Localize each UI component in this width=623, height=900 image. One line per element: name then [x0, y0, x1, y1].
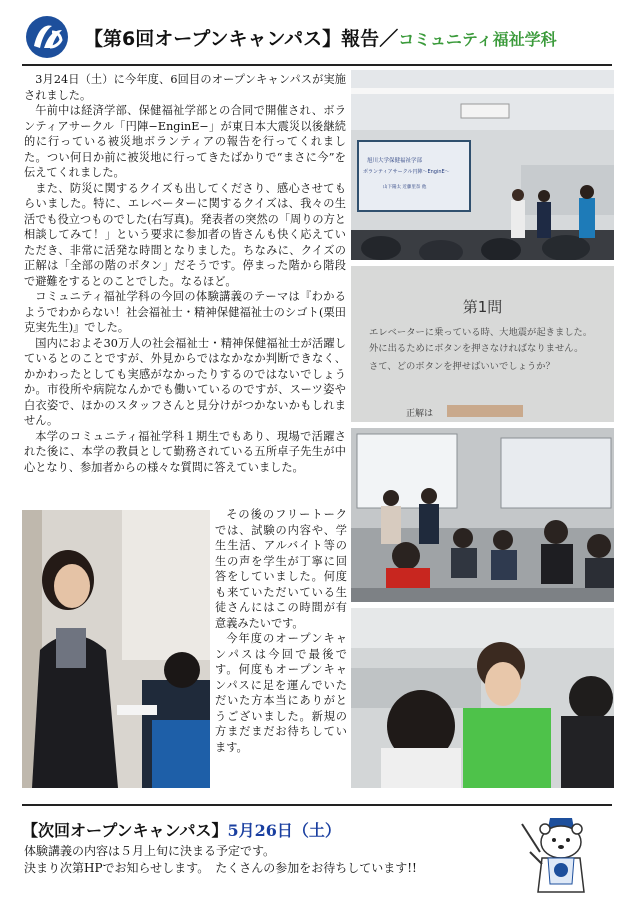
next-event-title: 【次回オープンキャンパス】	[22, 821, 228, 840]
next-event-text	[24, 843, 514, 877]
title-separator: ／	[379, 28, 399, 50]
slide-line: 山下陽太 近藤里奈 他	[383, 185, 427, 190]
next-event-line: 決まり次第HPでお知らせします。 たくさんの参加をお待ちしています!!	[24, 861, 417, 875]
next-event-date: 5月26日（土）	[227, 821, 341, 840]
quiz-line: エレベーターに乗っている時、大地震が起きました。	[369, 327, 593, 338]
side-paragraph: その後のフリートークでは、試験の内容や、学生生活、アルバイト等の生の声を学生が丁寧に回答をしていました。何度も来ていただいている生徒さんにはこの時間が有意義みたいです。	[215, 508, 347, 630]
projected-slide	[357, 140, 471, 212]
page-title	[84, 24, 557, 54]
university-logo-icon	[22, 14, 72, 60]
article-paragraph: 3月24日（土）に今年度、6回目のオープンキャンパスが実施されました。	[24, 73, 346, 102]
slide-line: 旭川大学保健福祉学部	[367, 158, 423, 164]
quiz-line: 外に出るためにボタンを押さなければなりません。	[369, 343, 584, 354]
article-body	[24, 72, 346, 475]
photo-lecturer	[22, 510, 210, 788]
next-event-line: 体験講義の内容は５月上旬に決まる予定です。	[24, 844, 276, 858]
article-paragraph: 午前中は経済学部、保健福祉学部との合同で開催され、ボランティアサークル「円陣−EnginE−」が東日本大震災以後継続的に行っている被災地ボランティアの報告を行ってくれました。つい何日か前に被災地に行ってきたばかりで“まさに今”を伝えてくれました。	[24, 104, 346, 179]
article-paragraph: また、防災に関するクイズも出してくださり、感心させてもらいました。特に、エレベーターに関するクイズは、我々の生活でも役立つものでした(右写真)。発表者の突然の「周りの方と相談してみて！」という要求に参加者の皆さんも快く応えていただき、非常に活発な時間となりました。ちなみに、クイズの正解は「全部の階のボタン」だそうです。停まった階から階段で避難をするとのことでした。なるほど。	[24, 181, 346, 288]
side-paragraph: 今年度のオープンキャンパスは今回で最後です。何度もオープンキャンパスに足を運んでいただいた方本当にありがとうございました。新規の方まだまだお待ちしています。	[215, 632, 347, 754]
article-paragraph: コミュニティ福祉学科の今回の体験講義のテーマは『わかるようでわからない！社会福祉士・精神保健福祉士のシゴト(栗田克実先生)』でした。	[24, 290, 346, 334]
quiz-title: 第1問	[462, 298, 503, 316]
side-article-body	[215, 507, 347, 755]
photo-volunteer-presentation	[351, 70, 614, 260]
polar-bear-mascot-icon	[516, 812, 600, 896]
photo-free-talk	[351, 608, 614, 788]
header-divider	[22, 64, 612, 66]
footer-divider	[22, 804, 612, 806]
report-title: 【第6回オープンキャンパス】報告	[84, 28, 380, 50]
next-event-heading	[22, 818, 341, 841]
photo-quiz-slide	[351, 266, 614, 422]
quiz-answer-box	[447, 405, 523, 417]
quiz-answer-label: 正解は	[406, 409, 434, 419]
quiz-line: さて、どのボタンを押せばいいでしょうか？	[369, 361, 555, 372]
article-paragraph: 国内におよそ30万人の社会福祉士・精神保健福祉士が活躍しているとのことですが、外見からではなかなか判断できなく、かかわったとしても実感がなかったりするのではないでしょうか。市役所や病院なんかでも働いているのですが、スーツ姿や白衣姿で、ほかのスタッフさんと見分けがつかないかもしれません。	[24, 336, 346, 427]
slide-line: ボランティアサークル円陣〜EnginE〜	[363, 169, 450, 175]
department-name: コミュニティ福祉学科	[398, 30, 557, 49]
article-paragraph: 本学のコミュニティ福祉学科１期生でもあり、現場で活躍された後に、本学の教員として勤務されている五所卓子先生が中心となり、参加者からの様々な質問に答えていました。	[24, 429, 346, 474]
photo-lecture-room	[351, 428, 614, 602]
